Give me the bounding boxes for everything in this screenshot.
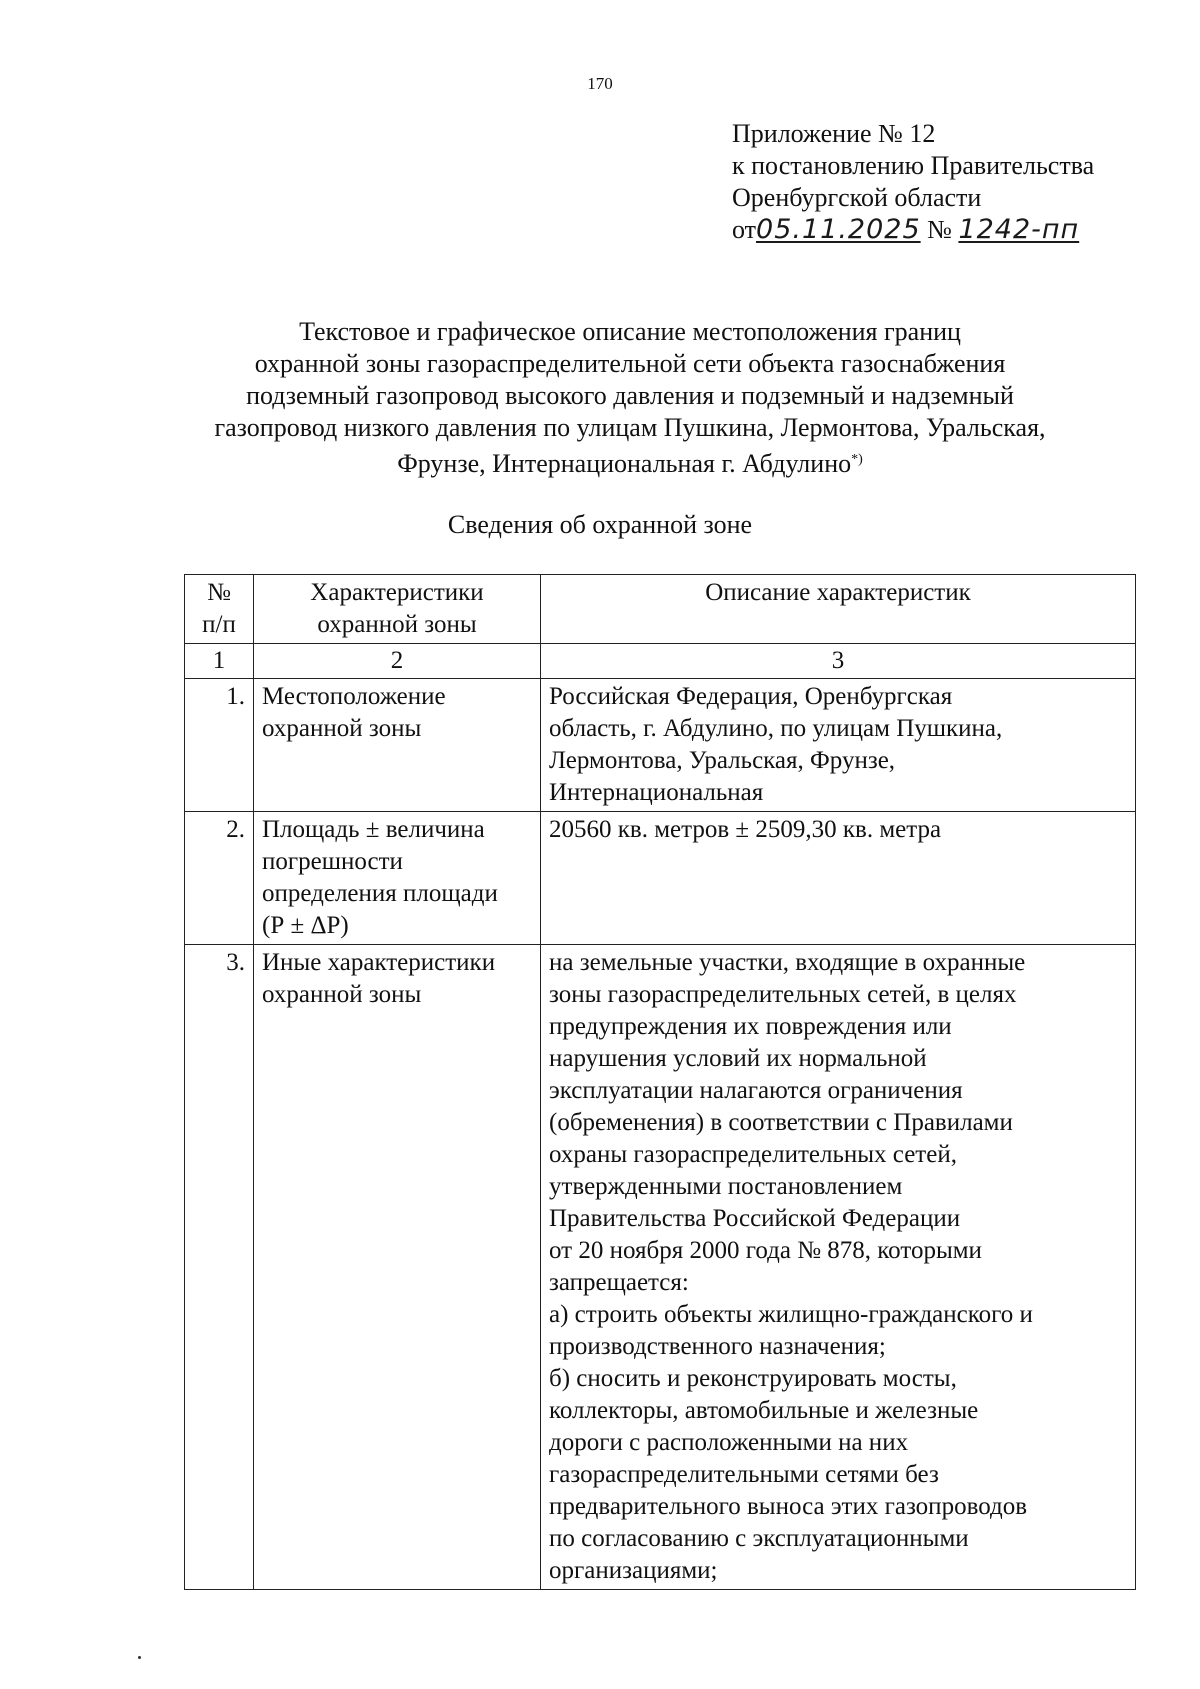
header-characteristics-line: Характеристики — [310, 579, 484, 606]
description-line: производственного назначения; — [549, 1333, 886, 1360]
number-prefix: № — [927, 215, 952, 244]
description-line: на земельные участки, входящие в охранные — [549, 949, 1026, 976]
header-characteristics-line: охранной зоны — [317, 611, 477, 638]
characteristic-line: определения площади — [262, 880, 498, 907]
description-line: Российская Федерация, Оренбургская — [549, 683, 953, 710]
handwritten-date: 05.11.2025 — [756, 214, 921, 245]
description-line: охраны газораспределительных сетей, — [549, 1141, 957, 1168]
description-line: по согласованию с эксплуатационными — [549, 1525, 969, 1552]
table-numbering-row — [185, 644, 1136, 679]
page-number: 170 — [587, 74, 613, 93]
title-text: Фрунзе, Интернациональная г. Абдулино — [397, 449, 852, 478]
scan-speck — [138, 1656, 141, 1659]
row-index: 1. — [185, 679, 254, 812]
characteristic-line: Местоположение — [262, 683, 446, 710]
description-line: Лермонтова, Уральская, Фрунзе, — [549, 747, 896, 774]
header-number-line: п/п — [202, 611, 236, 638]
handwritten-number: 1242-пп — [958, 214, 1080, 245]
characteristic-line: охранной зоны — [262, 981, 422, 1008]
appendix-reference: к постановлению Правительства — [732, 151, 1095, 180]
table-row — [185, 945, 1136, 1590]
header-characteristics — [254, 575, 541, 644]
appendix-block — [732, 118, 1094, 246]
column-number: 2 — [254, 644, 541, 679]
description-line: 20560 кв. метров ± 2509,30 кв. метра — [549, 816, 942, 843]
date-prefix: от — [732, 215, 757, 244]
title-line: подземный газопровод высокого давления и подземный и надземный — [246, 381, 1014, 410]
description-line: Интернациональная — [549, 779, 764, 806]
header-number-line: № — [207, 579, 231, 606]
row-characteristic — [254, 812, 541, 945]
description-line: эксплуатации налагаются ограничения — [549, 1077, 963, 1104]
table-header-row — [185, 575, 1136, 644]
table-row — [185, 679, 1136, 812]
document-title — [160, 316, 1100, 480]
description-line: дороги с расположенными на них — [549, 1429, 909, 1456]
row-description — [541, 679, 1136, 812]
row-characteristic — [254, 679, 541, 812]
description-line: б) сносить и реконструировать мосты, — [549, 1365, 957, 1392]
description-line: предупреждения их повреждения или — [549, 1013, 952, 1040]
characteristic-line: охранной зоны — [262, 715, 422, 742]
title-line: газопровод низкого давления по улицам Пушкина, Лермонтова, Уральская, — [214, 413, 1046, 442]
description-line: а) строить объекты жилищно-гражданского и — [549, 1301, 1033, 1328]
appendix-title: Приложение № 12 — [732, 119, 936, 148]
description-line: организациями; — [549, 1557, 718, 1584]
description-line: (обременения) в соответствии с Правилами — [549, 1109, 1013, 1136]
column-number: 3 — [541, 644, 1136, 679]
table-row — [185, 812, 1136, 945]
title-line-last — [160, 444, 1100, 480]
description-line: зоны газораспределительных сетей, в целях — [549, 981, 1017, 1008]
characteristic-line: (Р ± ΔР) — [262, 912, 349, 939]
row-characteristic — [254, 945, 541, 1590]
description-line: от 20 ноября 2000 года № 878, которыми — [549, 1237, 982, 1264]
header-description: Описание характеристик — [541, 575, 1136, 644]
protection-zone-table — [184, 574, 1136, 1590]
row-index: 2. — [185, 812, 254, 945]
description-line: предварительного выноса этих газопроводов — [549, 1493, 1028, 1520]
description-line: Правительства Российской Федерации — [549, 1205, 961, 1232]
description-line: область, г. Абдулино, по улицам Пушкина, — [549, 715, 1003, 742]
title-line: охранной зоны газораспределительной сети объекта газоснабжения — [254, 349, 1006, 378]
section-subtitle: Сведения об охранной зоне — [447, 510, 753, 539]
header-number — [185, 575, 254, 644]
description-line: утвержденными постановлением — [549, 1173, 903, 1200]
characteristic-line: Иные характеристики — [262, 949, 496, 976]
row-index: 3. — [185, 945, 254, 1590]
row-description — [541, 945, 1136, 1590]
column-number: 1 — [185, 644, 254, 679]
footnote-mark: *) — [851, 452, 863, 467]
description-line: газораспределительными сетями без — [549, 1461, 939, 1488]
title-line: Текстовое и графическое описание местоположения границ — [299, 317, 961, 346]
description-line: коллекторы, автомобильные и железные — [549, 1397, 979, 1424]
row-description — [541, 812, 1136, 945]
appendix-region: Оренбургской области — [732, 183, 982, 212]
appendix-date-number — [732, 214, 1094, 246]
characteristic-line: Площадь ± величина — [262, 816, 485, 843]
description-line: нарушения условий их нормальной — [549, 1045, 927, 1072]
characteristic-line: погрешности — [262, 848, 403, 875]
description-line: запрещается: — [549, 1269, 689, 1296]
